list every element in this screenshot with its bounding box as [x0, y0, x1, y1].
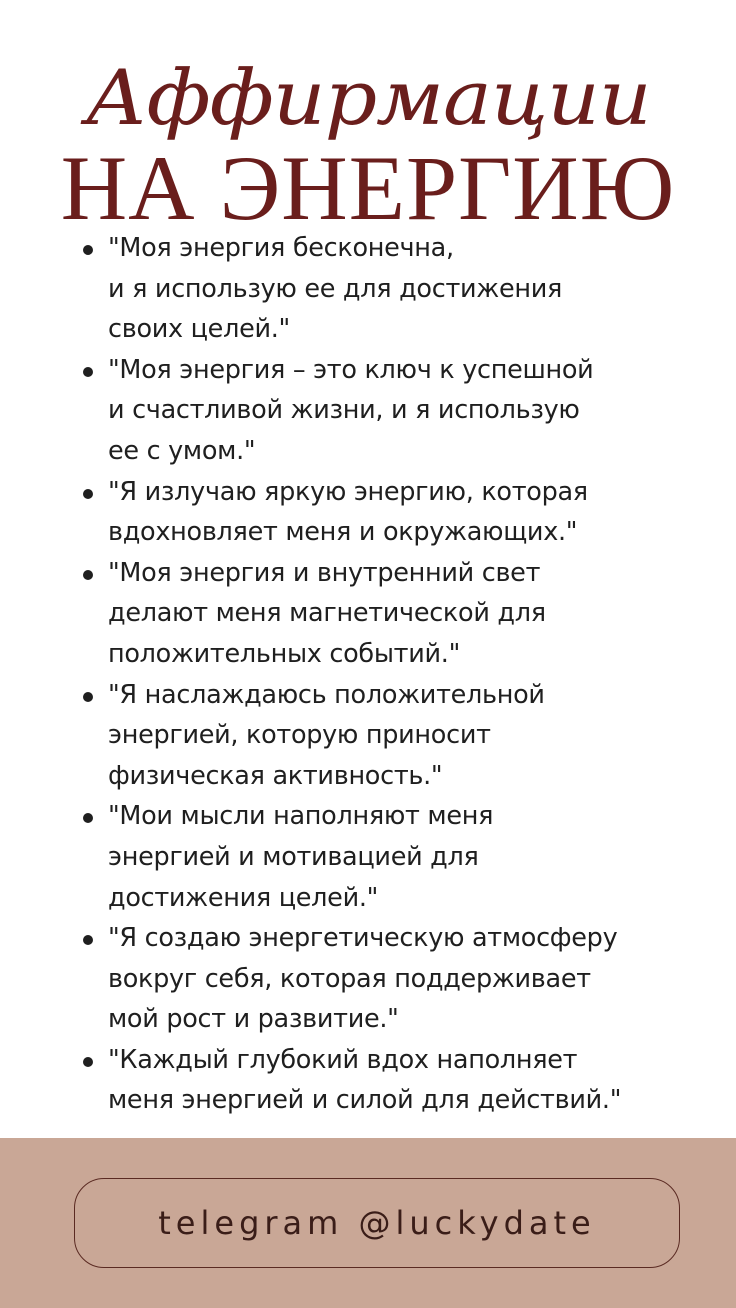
- affirmation-text: "Моя энергия и внутренний свет делают меня магнетической для положительных событий.": [108, 557, 546, 669]
- list-item: [78, 1040, 698, 1121]
- list-item: [78, 796, 698, 918]
- bullet-icon: [83, 570, 93, 580]
- list-item: [78, 918, 698, 1040]
- telegram-handle: telegram @luckydate: [158, 1204, 596, 1242]
- bullet-icon: [83, 1057, 93, 1067]
- bullet-icon: [83, 367, 93, 377]
- bullet-icon: [83, 245, 93, 255]
- list-item: [78, 228, 698, 350]
- affirmation-text: "Мои мысли наполняют меня энергией и мотивацией для достижения целей.": [108, 801, 494, 913]
- title-main: НА ЭНЕРГИЮ: [60, 137, 676, 239]
- affirmation-text: "Я создаю энергетическую атмосферу вокруг себя, которая поддерживает мой рост и развитие.": [108, 923, 618, 1035]
- bullet-icon: [83, 489, 93, 499]
- affirmation-text: "Я наслаждаюсь положительной энергией, которую приносит физическая активность.": [108, 679, 545, 791]
- affirmation-text: "Моя энергия – это ключ к успешной и счастливой жизни, и я использую ее с умом.": [108, 354, 594, 466]
- list-item: [78, 553, 698, 675]
- affirmations-list: [78, 228, 698, 1121]
- bullet-icon: [83, 813, 93, 823]
- footer-band: [0, 1138, 736, 1308]
- list-item: [78, 472, 698, 553]
- list-item: [78, 350, 698, 472]
- list-item: [78, 675, 698, 797]
- bullet-icon: [83, 692, 93, 702]
- affirmation-text: "Я излучаю яркую энергию, которая вдохновляет меня и окружающих.": [108, 476, 588, 548]
- affirmation-text: "Моя энергия бесконечна, и я использую ее для достижения своих целей.": [108, 233, 563, 345]
- affirmation-text: "Каждый глубокий вдох наполняет меня энергией и силой для действий.": [108, 1044, 622, 1116]
- title-script: Аффирмации: [85, 53, 651, 142]
- bullet-icon: [83, 935, 93, 945]
- telegram-link[interactable]: [74, 1178, 680, 1268]
